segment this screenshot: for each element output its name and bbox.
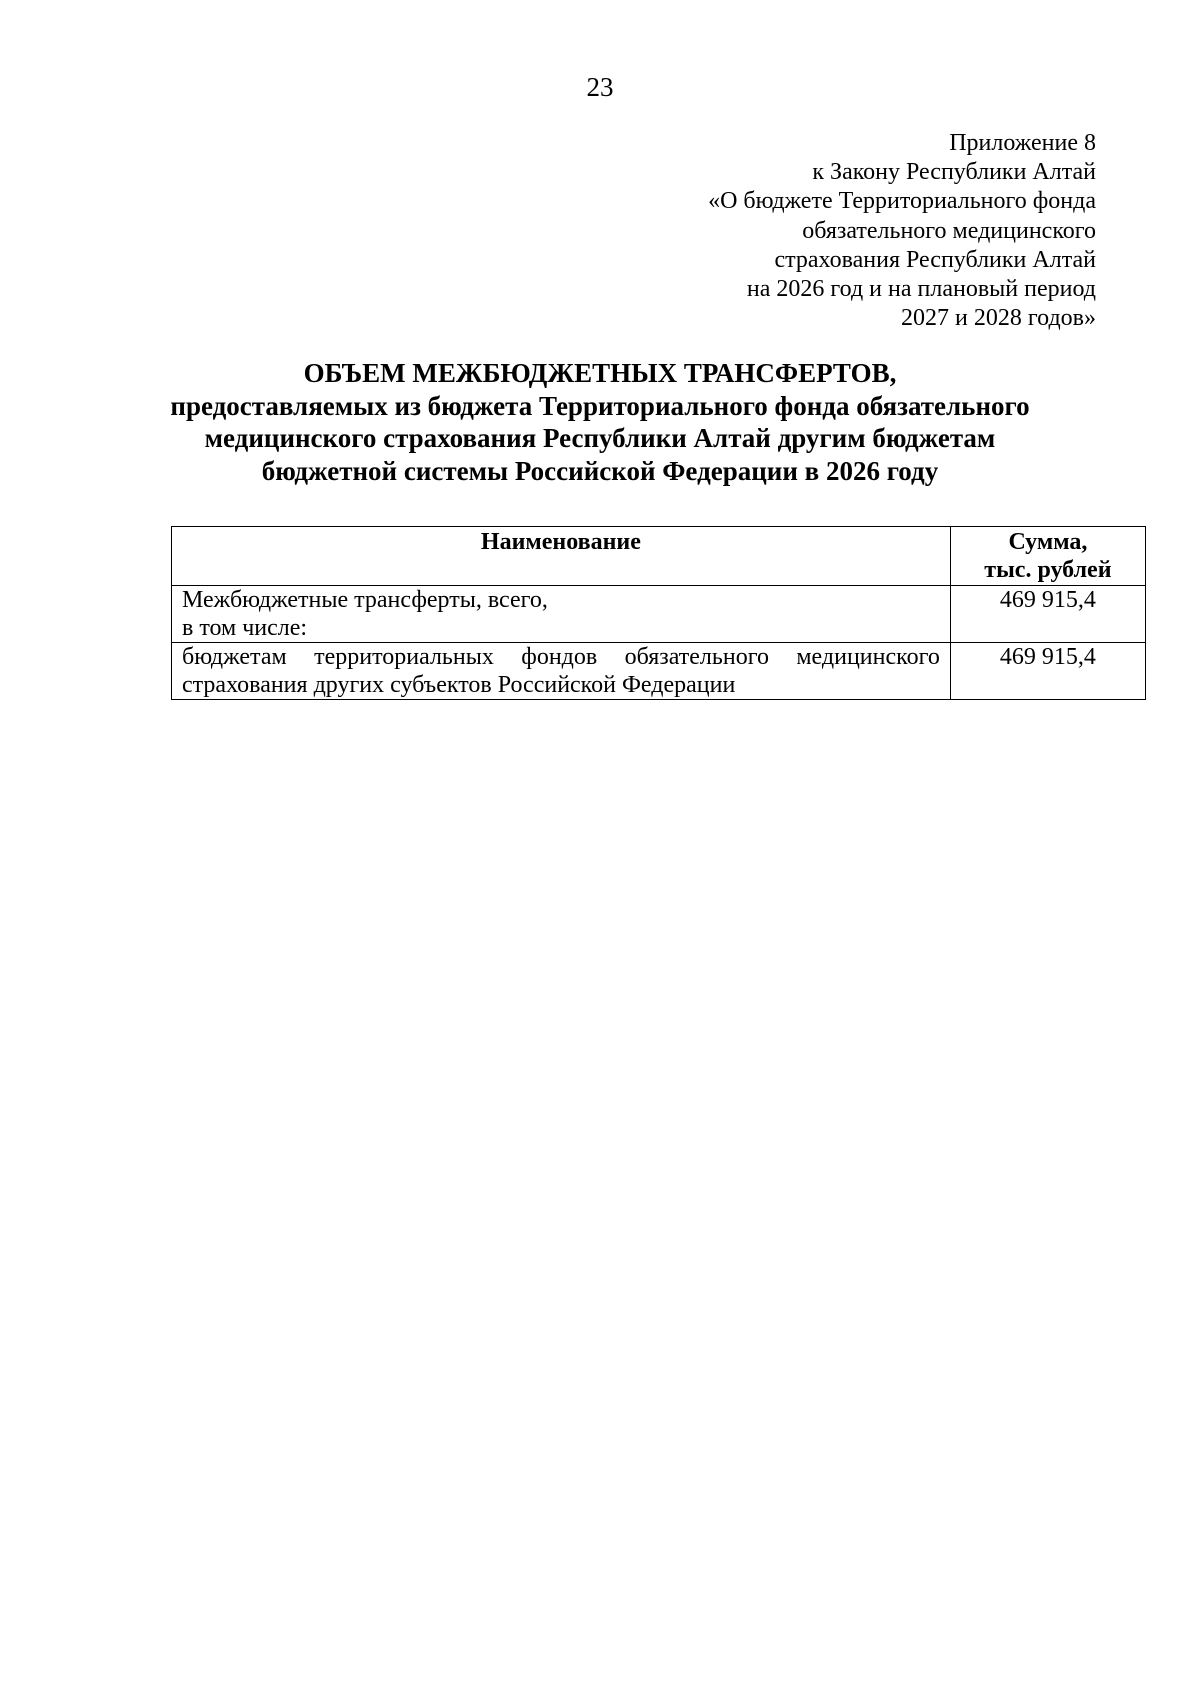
appendix-header [496,129,1096,333]
appendix-line: на 2026 год и на плановый период [746,276,1096,303]
appendix-line: обязательного медицинского [802,217,1096,244]
table-row [172,643,1146,700]
table-row [172,586,1146,643]
transfers-table [171,526,1146,700]
header-name: Наименование [172,527,951,586]
row-name-line: в том числе: [182,615,308,641]
appendix-line: 2027 и 2028 годов» [901,305,1096,332]
header-sum [950,527,1145,586]
title-line: ОБЪЕМ МЕЖБЮДЖЕТНЫХ ТРАНСФЕРТОВ, [303,358,897,388]
row-name-cell [172,586,951,643]
document-title [150,357,1050,487]
title-line: бюджетной системы Российской Федерации в 2026 году [261,455,939,486]
header-sum-line: Сумма, [1008,529,1088,555]
row-sum-cell: 469 915,4 [950,586,1145,643]
appendix-line: страхования Республики Алтай [774,246,1096,273]
header-sum-line: тыс. рублей [984,557,1112,583]
table-header-row [172,527,1146,586]
page-number: 23 [586,72,614,102]
row-sum-cell: 469 915,4 [950,643,1145,700]
appendix-line: «О бюджете Территориального фонда [708,188,1096,215]
row-name-cell: бюджетам территориальных фондов обязательного медицинского страхования других субъектов Российской Федерации [172,643,951,700]
appendix-line: Приложение 8 [949,130,1096,156]
title-line: предоставляемых из бюджета Территориального фонда обязательного [170,390,1030,421]
appendix-line: к Закону Республики Алтай [812,159,1096,186]
title-line: медицинского страхования Республики Алтай другим бюджетам [204,423,996,453]
row-name-line: Межбюджетные трансферты, всего, [182,587,548,613]
